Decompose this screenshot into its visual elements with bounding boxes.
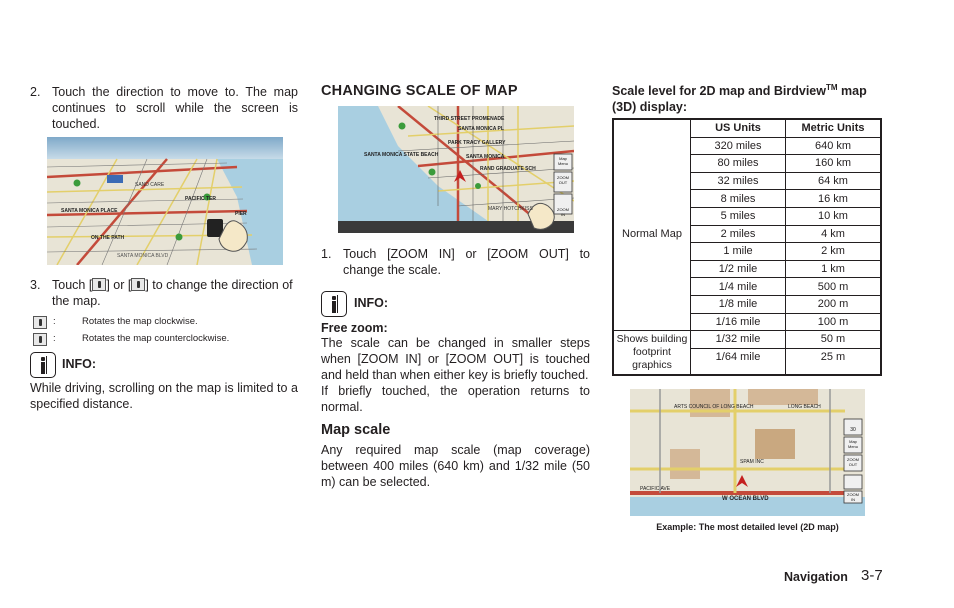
zoom-out-button[interactable]: ZOOM OUT <box>557 175 569 185</box>
header-metric-units: Metric Units <box>786 119 882 137</box>
zoom-out-button[interactable]: ZOOM OUT <box>847 457 859 467</box>
section-heading-changing-scale: CHANGING SCALE OF MAP <box>321 83 518 99</box>
step-2-number: 2. <box>30 85 41 99</box>
map-label-pacific-ave: PACIFIC AVE <box>640 486 671 492</box>
scale-table <box>612 118 882 376</box>
rotate-counterclockwise-icon <box>131 278 145 291</box>
map-label-long-beach: LONG BEACH <box>788 404 821 410</box>
header-us-units: US Units <box>691 119 786 137</box>
cell-us-units: 1/32 mile <box>691 331 786 349</box>
info-icon <box>30 352 56 378</box>
cell-us-units: 32 miles <box>691 172 786 190</box>
cell-us-units: 2 miles <box>691 225 786 243</box>
cell-us-units: 1/8 mile <box>691 295 786 313</box>
rotate-counterclockwise-legend-icon <box>33 333 47 346</box>
map-scale-heading: Map scale <box>321 422 391 438</box>
cell-us-units: 1/2 mile <box>691 260 786 278</box>
info-label: INFO: <box>62 357 97 371</box>
legend-counterclockwise-colon: : <box>53 333 56 344</box>
step-3-text <box>52 277 302 309</box>
group-normal-map: Normal Map <box>613 137 691 331</box>
step-3-number: 3. <box>30 278 41 292</box>
free-zoom-text-2: If briefly touched, the operation returns to normal. <box>321 384 590 414</box>
cell-metric-units: 16 km <box>786 190 882 208</box>
cell-metric-units: 10 km <box>786 207 882 225</box>
scale-heading-post: map (3D) display: <box>612 84 867 114</box>
map-label-spam-inc: SPAM INC <box>740 459 764 465</box>
zoom-in-button[interactable]: ZOOM IN <box>557 207 569 217</box>
cell-us-units: 8 miles <box>691 190 786 208</box>
scale-table-corner <box>613 119 691 137</box>
map-caption: Example: The most detailed level (2D map) <box>656 522 839 532</box>
map-label-state-beach: SANTA MONICA STATE BEACH <box>364 152 439 158</box>
legend-counterclockwise <box>33 333 230 348</box>
scale-table-heading <box>612 83 887 115</box>
cell-metric-units: 200 m <box>786 295 882 313</box>
info-text: While driving, scrolling on the map is limited to a specified distance. <box>30 381 298 411</box>
cell-metric-units: 640 km <box>786 137 882 155</box>
map-label-rand: RAND GRADUATE SCH <box>480 166 536 172</box>
map-menu-button[interactable]: Map Menu <box>557 156 568 166</box>
cell-metric-units: 100 m <box>786 313 882 331</box>
map-label-mary-hotchkiss: MARY HOTCHKISS <box>488 206 533 212</box>
cell-us-units: 1/4 mile <box>691 278 786 296</box>
map-label-park-tracy: PARK TRACY GALLERY <box>448 140 506 146</box>
map-label-pier: PIER <box>235 211 247 217</box>
map-label-santa-monica: SANTA MONICA <box>466 154 505 160</box>
map-menu-button[interactable]: Map Menu <box>847 439 858 449</box>
map-label-arts-council: ARTS COUNCIL OF LONG BEACH <box>674 404 754 410</box>
map-label-santa-monica-pl: SANTA MONICA PL <box>458 126 504 132</box>
cell-us-units: 320 miles <box>691 137 786 155</box>
cell-us-units: 1/64 mile <box>691 349 786 375</box>
scale-indicator: 30 <box>850 427 856 433</box>
scale-heading-pre: Scale level for 2D map and Birdview <box>612 84 826 98</box>
map-label-pacific-ter: PACIFIC TER <box>185 196 217 202</box>
step-3-text-pre: Touch [ <box>52 278 93 292</box>
cell-us-units: 80 miles <box>691 155 786 173</box>
trademark-sup: TM <box>825 82 838 92</box>
footer-section-name: Navigation <box>784 570 848 584</box>
free-zoom-text: The scale can be changed in smaller steps when [ZOOM IN] or [ZOOM OUT] is touched and held than when either key is briefly touched. <box>321 336 590 382</box>
map-label-santa-monica-place: SANTA MONICA PLACE <box>61 208 118 214</box>
legend-clockwise-text: Rotates the map clockwise. <box>82 316 198 327</box>
zoom-map-image <box>338 106 574 233</box>
step-1-number: 1. <box>321 247 332 261</box>
scale-table-row <box>613 137 881 155</box>
cell-metric-units: 2 km <box>786 243 882 261</box>
info-icon <box>321 291 347 317</box>
step-3-text-post: ] to change the direction of the map. <box>52 278 293 308</box>
cell-us-units: 5 miles <box>691 207 786 225</box>
cell-metric-units: 64 km <box>786 172 882 190</box>
scale-table-header-row <box>613 119 881 137</box>
legend-counterclockwise-text: Rotates the map counterclockwise. <box>82 333 230 344</box>
step-2-text: Touch the direction to move to. The map continues to scroll while the screen is touched. <box>52 85 298 131</box>
cell-us-units: 1/16 mile <box>691 313 786 331</box>
map-label-sand-care: SAND CARE <box>135 182 165 188</box>
rotate-clockwise-legend-icon <box>33 316 47 329</box>
group-building-footprint: Shows building footprint graphics <box>613 331 691 376</box>
map-label-on-the-path: ON THE PATH <box>91 235 125 241</box>
cell-metric-units: 160 km <box>786 155 882 173</box>
free-zoom-title: Free zoom: <box>321 321 388 335</box>
rotate-clockwise-icon <box>92 278 106 291</box>
info-label: INFO: <box>354 296 389 310</box>
map-scale-text: Any required map scale (map coverage) between 400 miles (640 km) and 1/32 mile (50 m) can be selected. <box>321 443 590 489</box>
cell-metric-units: 25 m <box>786 349 882 375</box>
map-label-third-street: THIRD STREET PROMENADE <box>434 116 505 122</box>
birdview-map-image <box>47 137 283 265</box>
map-label-ocean-blvd: W OCEAN BLVD <box>722 496 769 502</box>
scale-table-row <box>613 331 881 349</box>
cell-metric-units: 50 m <box>786 331 882 349</box>
legend-clockwise <box>33 316 198 331</box>
cell-metric-units: 4 km <box>786 225 882 243</box>
footer-page-number: 3-7 <box>861 567 883 584</box>
step-1-text: Touch [ZOOM IN] or [ZOOM OUT] to change the scale. <box>343 247 590 277</box>
map-label-santa-monica-blvd: SANTA MONICA BLVD <box>117 253 169 259</box>
legend-clockwise-colon: : <box>53 316 56 327</box>
step-3-text-mid: ] or [ <box>106 278 132 292</box>
cell-metric-units: 500 m <box>786 278 882 296</box>
zoom-in-button[interactable]: ZOOM IN <box>847 492 859 502</box>
detailed-2d-map-image <box>630 389 865 516</box>
cell-metric-units: 1 km <box>786 260 882 278</box>
cell-us-units: 1 mile <box>691 243 786 261</box>
